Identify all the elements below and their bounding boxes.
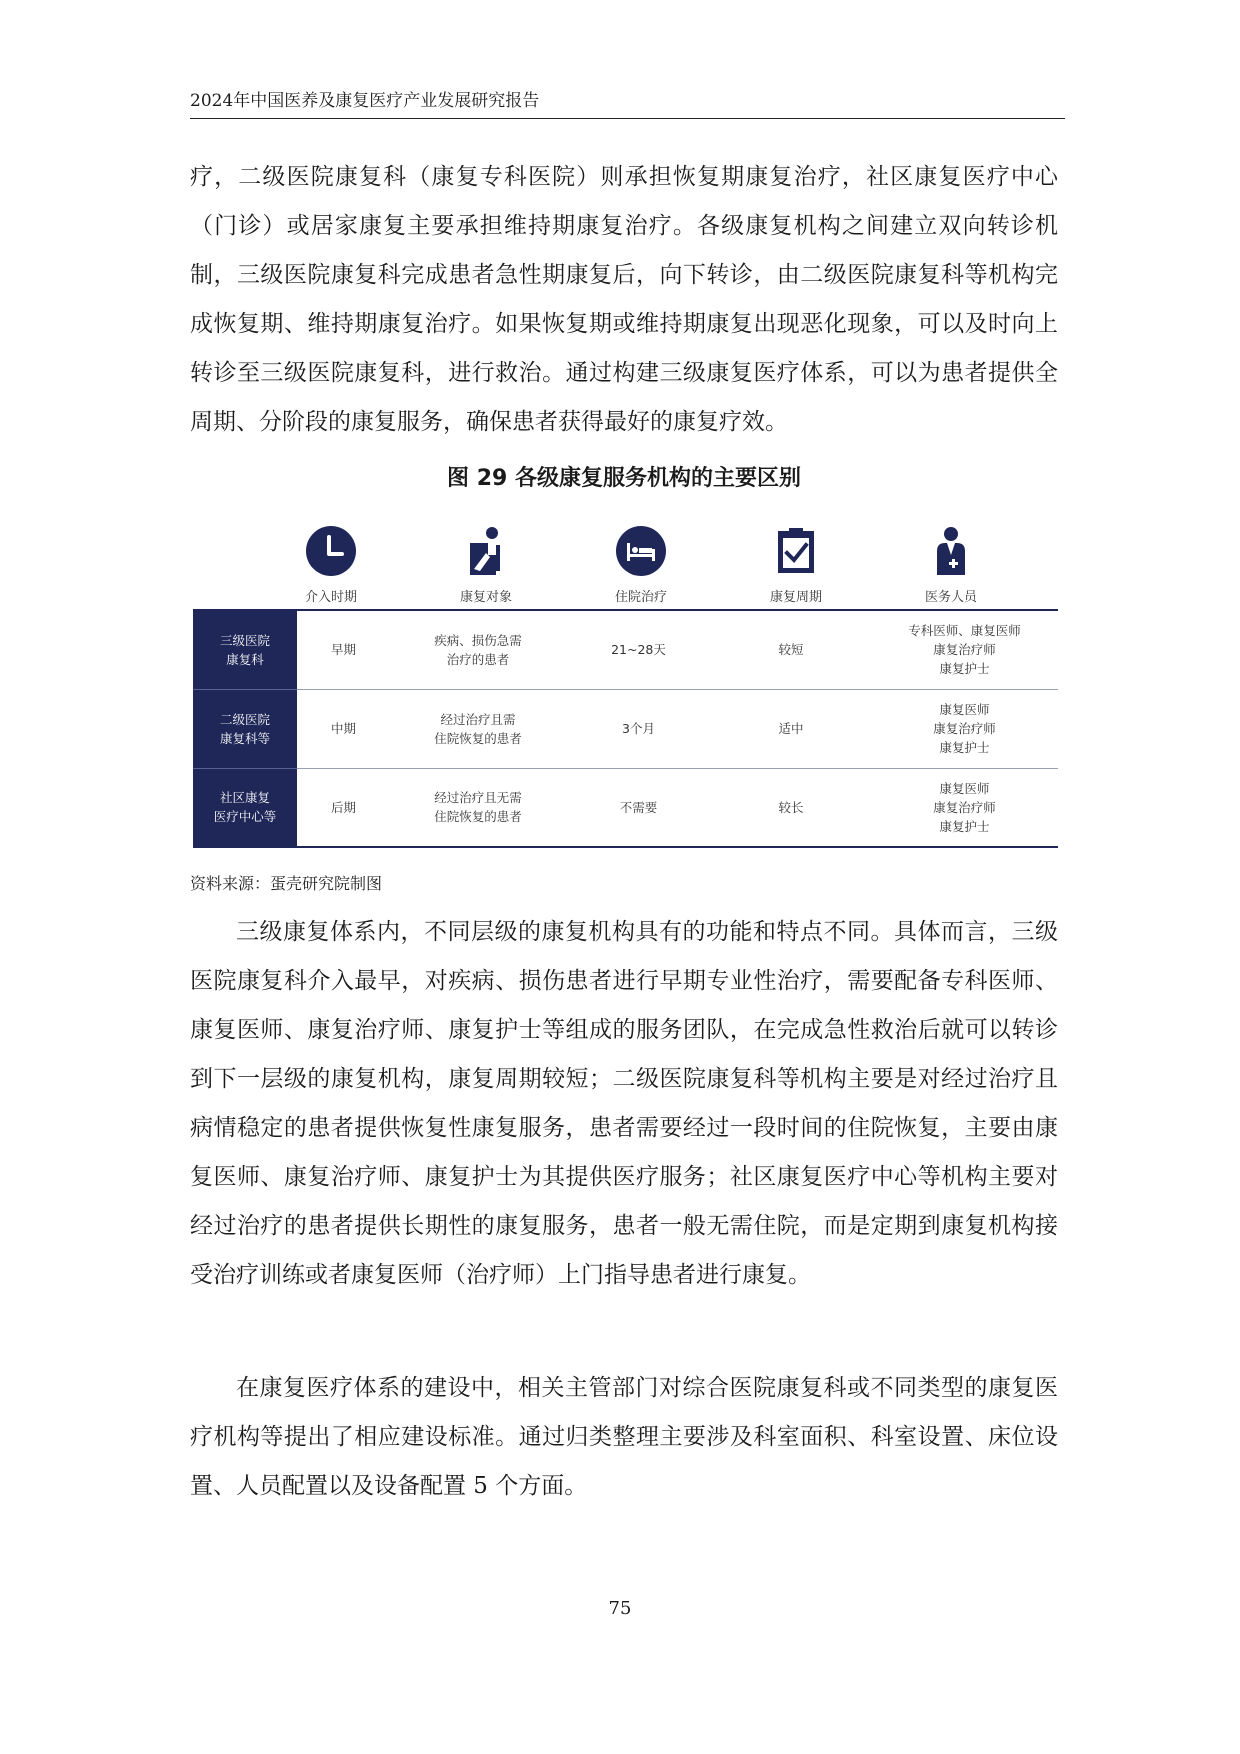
clipboard-check-icon <box>770 525 822 577</box>
column-label: 康复周期 <box>769 590 822 605</box>
row-header: 二级医院 康复科等 <box>193 689 297 768</box>
column-label: 康复对象 <box>459 590 512 605</box>
patient-icon <box>460 525 512 577</box>
body-paragraph-2: 三级康复体系内，不同层级的康复机构具有的功能和特点不同。具体而言，三级医院康复科介入最早，对疾病、损伤患者进行早期专业性治疗，需要配备专科医师、康复医师、康复治疗师、康复护士等组成的服务团队，在完成急性救治后就可以转诊到下一层级的康复机构，康复周期较短；二级医院康复科等机构主要是对经过治疗且病情稳定的患者提供恢复性康复服务，患者需要经过一段时间的住院恢复，主要由康复医师、康复治疗师、康复护士为其提供医疗服务；社区康复医疗中心等机构主要对经过治疗的患者提供长期性的康复服务，患者一般无需住院，而是定期到康复机构接受治疗训练或者康复医师（治疗师）上门指导患者进行康复。 <box>190 919 1058 1288</box>
cell-staff: 康复医师 康复治疗师 康复护士 <box>871 768 1058 847</box>
cell-target: 经过治疗且无需 住院恢复的患者 <box>390 768 566 847</box>
figure-29 <box>193 525 1058 855</box>
cell-inpatient: 21~28天 <box>566 610 711 689</box>
column-label: 医务人员 <box>924 590 977 605</box>
figure-icon-header <box>193 525 1058 607</box>
column-target <box>406 525 566 605</box>
column-cycle <box>716 525 876 605</box>
row-header: 社区康复 医疗中心等 <box>193 768 297 847</box>
cell-cycle: 较短 <box>711 610 871 689</box>
body-paragraph-3: 在康复医疗体系的建设中，相关主管部门对综合医院康复科或不同类型的康复医疗机构等提出了相应建设标准。通过归类整理主要涉及科室面积、科室设置、床位设置、人员配置以及设备配置 5 个方面。 <box>190 1375 1058 1499</box>
cell-inpatient: 3个月 <box>566 689 711 768</box>
cell-staff: 专科医师、康复医师 康复治疗师 康复护士 <box>871 610 1058 689</box>
medical-staff-icon <box>925 525 977 577</box>
body-paragraph-1: 疗，二级医院康复科（康复专科医院）则承担恢复期康复治疗，社区康复医疗中心（门诊）或居家康复主要承担维持期康复治疗。各级康复机构之间建立双向转诊机制，三级医院康复科完成患者急性期康复后，向下转诊，由二级医院康复科等机构完成恢复期、维持期康复治疗。如果恢复期或维持期康复出现恶化现象，可以及时向上转诊至三级医院康复科，进行救治。通过构建三级康复医疗体系，可以为患者提供全周期、分阶段的康复服务，确保患者获得最好的康复疗效。 <box>190 164 1058 435</box>
running-header <box>190 88 1065 119</box>
cell-target: 疾病、损伤急需 治疗的患者 <box>390 610 566 689</box>
clock-icon <box>305 525 357 577</box>
column-label: 介入时期 <box>304 590 357 605</box>
report-title: 2024年中国医养及康复医疗产业发展研究报告 <box>190 91 540 111</box>
column-period <box>251 525 411 605</box>
column-inpatient <box>561 525 721 605</box>
cell-target: 经过治疗且需 住院恢复的患者 <box>390 689 566 768</box>
figure-title: 图 29 各级康复服务机构的主要区别 <box>447 466 801 491</box>
table-row <box>193 689 1058 768</box>
cell-period: 早期 <box>297 610 390 689</box>
column-label: 住院治疗 <box>614 590 667 605</box>
cell-cycle: 适中 <box>711 689 871 768</box>
figure-source: 资料来源：蛋壳研究院制图 <box>190 874 383 893</box>
cell-cycle: 较长 <box>711 768 871 847</box>
table-row <box>193 768 1058 847</box>
table-row <box>193 610 1058 689</box>
cell-inpatient: 不需要 <box>566 768 711 847</box>
row-header: 三级医院 康复科 <box>193 610 297 689</box>
page-number: 75 <box>608 1598 632 1619</box>
column-staff <box>871 525 1031 605</box>
comparison-table <box>193 609 1058 848</box>
cell-staff: 康复医师 康复治疗师 康复护士 <box>871 689 1058 768</box>
cell-period: 中期 <box>297 689 390 768</box>
cell-period: 后期 <box>297 768 390 847</box>
hospital-bed-icon <box>615 525 667 577</box>
